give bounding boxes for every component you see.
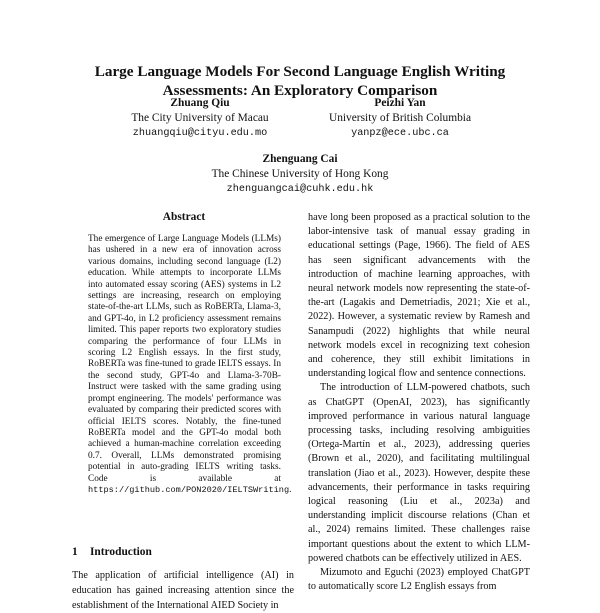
section-title: Introduction (90, 546, 152, 558)
intro-paragraph: The application of artificial intelligence (AI) in education has gained increasing attention since the establishment of the International AIED Society in (72, 570, 294, 611)
paragraph-2: The introduction of LLM-powered chatbots, such as ChatGPT (OpenAI, 2023), has significantly improved performance in various natural language processing tasks, including resolving ambiguities (Ortega-Martín et al., 2023), addressing queries (Brown et al., 2020), and facilitating multilingual translation (Jiao et al., 2023). However, despite these advancements, their performance in tasks requiring logical reasoning (Liu et al., 2023a) and understanding implicit discourse relations (Chan et al., 2024) remains limited. These challenges raise important questions about the extent to which LLM-powered chatbots can be effectively utilized in AES. (308, 382, 530, 564)
paper-title (60, 62, 540, 100)
author-block-1 (100, 96, 300, 141)
abstract-text: The emergence of Large Language Models (LLMs) has ushered in a new era of innovation across various domains, including second language (L2) education. While attempts to incorporate LLMs into automated essay scoring (AES) systems in L2 settings are increasing, research on employing state-of-the-art LLMs, such as RoBERTa, Llama-3, and GPT-4o, in L2 proficiency assessment remains limited. This paper reports two exploratory studies comparing the performance of four LLMs in scoring L2 English essays. In the first study, RoBERTa was fine-tuned to grade IELTS essays. In the second study, GPT-4o and Llama-3-70B-Instruct were tasked with the same grading using prompt engineering. The models' performance was evaluated by comparing their predicted scores with official IELTS scores. Notably, the fine-tuned RoBERTa model and the GPT-4o modal both achieved a human-machine correlation exceeding 0.7. Overall, LLMs demonstrated promising potential in auto-grading IELTS writing tasks. Code is available at (88, 234, 281, 484)
section-number: 1 (72, 546, 78, 558)
paragraph-1: have long been proposed as a practical solution to the labor-intensive task of manual essay grading in educational settings (Page, 1966). The field of AES has seen significant advancements with the introduction of machine learning approaches, with neural network models now representing the state-of-the-art (Lagakis and Demetriadis, 2021; Xie et al., 2022). However, a systematic review by Ramesh and Sanampudi (2022) highlights that while neural network models excel in recognizing text cohesion and coherence, they still exhibit limitations in understanding logical flow and sentence connections. (308, 212, 530, 380)
code-url: https://github.com/PON2020/IELTSWriting (88, 484, 290, 495)
title-line-1: Large Language Models For Second Language English Writing (94, 63, 506, 80)
author-affiliation: The City University of Macau (131, 112, 269, 124)
author-block-2 (300, 96, 500, 141)
author-name: Zhuang Qiu (170, 97, 230, 109)
author-name: Peizhi Yan (374, 97, 426, 109)
author-email: zhuangqiu@cityu.edu.mo (132, 128, 268, 139)
abstract-body (88, 234, 292, 496)
section-heading (72, 546, 292, 558)
author-email: yanpz@ece.ubc.ca (351, 128, 449, 139)
paragraph-3: Mizumoto and Eguchi (2023) employed ChatGPT to automatically score L2 English essays from (308, 567, 530, 593)
author-block-3 (200, 152, 400, 197)
author-affiliation: The Chinese University of Hong Kong (211, 168, 389, 180)
code-suffix: . (289, 484, 292, 495)
title-line-2: Assessments: An Exploratory Comparison (162, 82, 438, 99)
author-affiliation: University of British Columbia (328, 112, 472, 124)
abstract-heading: Abstract (162, 211, 206, 223)
author-email: zhenguangcai@cuhk.edu.hk (226, 184, 374, 195)
author-name: Zhenguang Cai (262, 153, 338, 165)
right-column (308, 211, 530, 600)
